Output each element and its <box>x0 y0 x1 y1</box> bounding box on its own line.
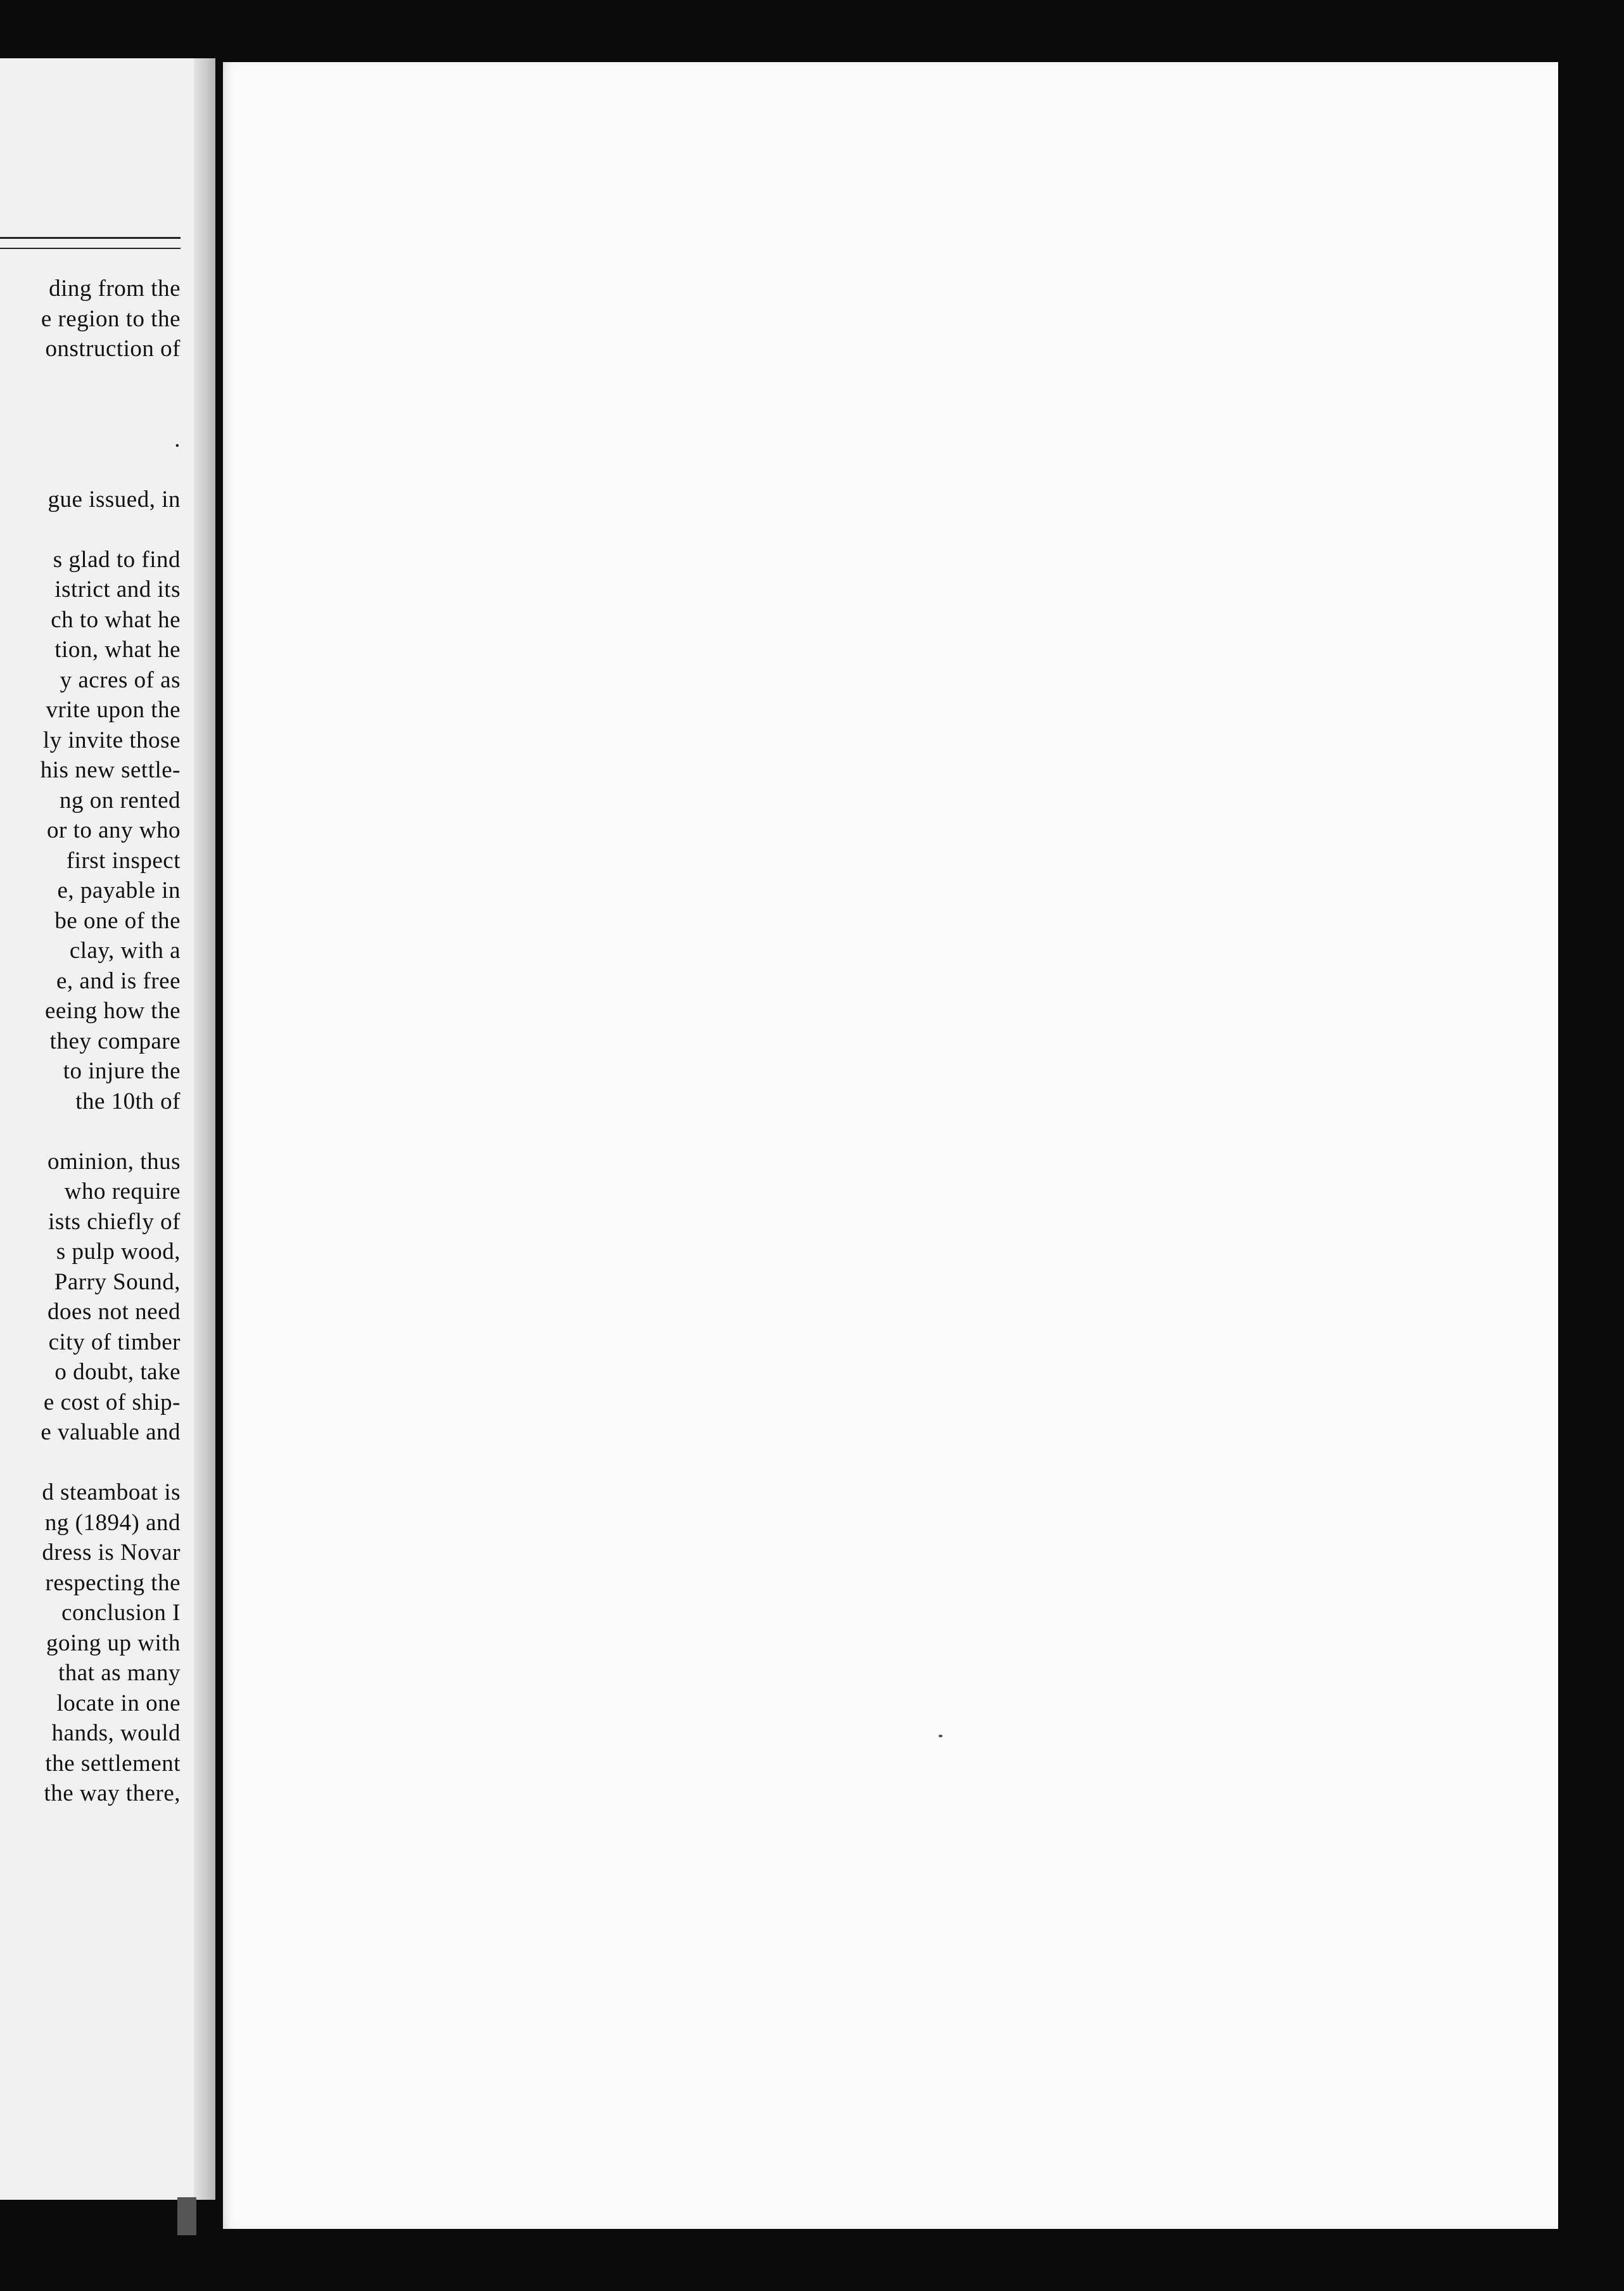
blank-line <box>0 1448 181 1478</box>
right-blank-page <box>223 62 1558 2229</box>
text-line: the 10th of <box>75 1088 181 1114</box>
text-line: they compare <box>49 1028 181 1054</box>
header-double-rule <box>0 237 181 249</box>
text-line: y acres of as <box>60 667 181 693</box>
dust-speck <box>939 1735 942 1737</box>
text-line: istrict and its <box>54 577 181 603</box>
blank-line <box>0 1116 181 1147</box>
text-line: e, payable in <box>57 877 181 903</box>
text-line: ominion, thus <box>47 1148 181 1175</box>
text-line: o doubt, take <box>54 1359 181 1385</box>
text-line: ch to what he <box>51 606 181 633</box>
text-line: e, and is free <box>56 967 181 994</box>
text-line: hands, would <box>51 1720 181 1746</box>
text-line: does not need <box>48 1299 181 1325</box>
text-line: be one of the <box>54 907 181 934</box>
text-line: or to any who <box>47 817 181 843</box>
text-line: vrite upon the <box>46 697 181 723</box>
text-line: first inspect <box>66 847 181 874</box>
text-line: to injure the <box>63 1058 181 1084</box>
text-line: d steamboat is <box>42 1479 181 1505</box>
text-line: the way there, <box>44 1780 181 1806</box>
left-page-text-block <box>0 274 181 1809</box>
text-line: e valuable and <box>41 1419 181 1445</box>
text-line: ng on rented <box>60 787 181 814</box>
text-line: . <box>174 426 181 452</box>
text-line: his new settle- <box>40 757 181 783</box>
text-line: ly invite those <box>42 727 181 753</box>
text-line: eeing how the <box>44 998 181 1024</box>
text-line: e region to the <box>41 305 181 332</box>
text-line: conclusion I <box>61 1600 181 1626</box>
left-facing-page <box>0 58 215 2200</box>
text-line: s pulp wood, <box>56 1239 181 1265</box>
text-line: s glad to find <box>53 546 181 573</box>
text-line: e cost of ship- <box>43 1389 181 1415</box>
text-line: ng (1894) and <box>44 1509 181 1536</box>
text-line: ding from the <box>49 276 181 302</box>
blank-line <box>0 394 181 424</box>
text-line: who require <box>64 1178 181 1204</box>
text-line: respecting the <box>45 1569 181 1596</box>
text-line: ists chiefly of <box>48 1208 181 1235</box>
text-line: gue issued, in <box>48 486 181 513</box>
blank-line <box>0 454 181 485</box>
text-line: going up with <box>46 1630 181 1656</box>
blank-line <box>0 364 181 395</box>
text-line: the settlement <box>45 1750 181 1777</box>
page-gutter-shadow <box>194 58 215 2200</box>
blank-line <box>0 514 181 545</box>
text-line: Parry Sound, <box>54 1268 181 1295</box>
text-line: city of timber <box>48 1329 181 1355</box>
text-line: tion, what he <box>54 637 181 663</box>
text-line: clay, with a <box>69 938 181 964</box>
binding-edge-strip <box>177 2197 196 2235</box>
text-line: that as many <box>58 1660 181 1686</box>
text-line: locate in one <box>56 1690 181 1716</box>
text-line: onstruction of <box>45 336 181 362</box>
text-line: dress is Novar <box>42 1540 181 1566</box>
